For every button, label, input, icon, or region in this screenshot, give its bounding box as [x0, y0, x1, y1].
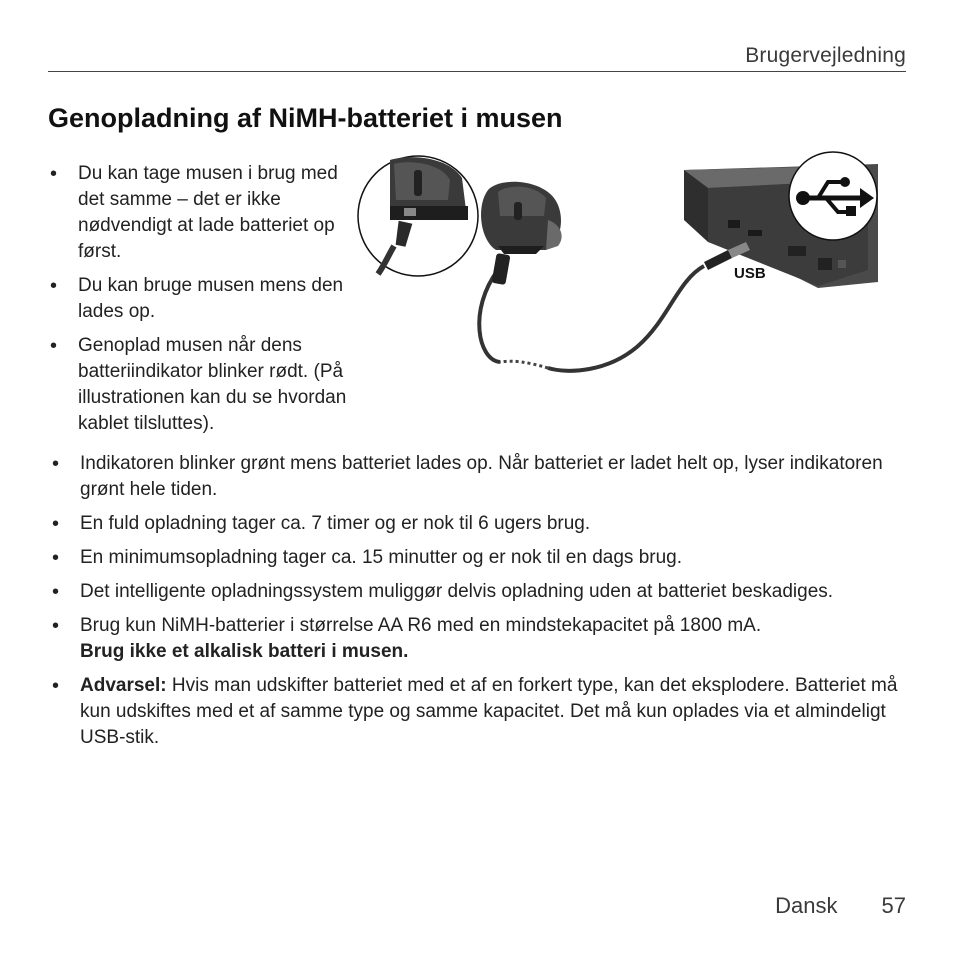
header-title: Brugervejledning	[745, 44, 906, 67]
intro-bullet: • Du kan tage musen i brug med det samme – det er ikke nødvendigt at lade batteriet op først.	[48, 161, 368, 265]
micro-usb-plug-image	[492, 253, 511, 285]
charging-illustration	[348, 150, 878, 390]
mouse-connector-zoom	[358, 156, 478, 276]
mouse-image	[481, 182, 562, 254]
bullet-item: • En fuld opladning tager ca. 7 timer og er nok til 6 ugers brug.	[50, 511, 910, 537]
page-footer	[775, 893, 906, 919]
usb-icon	[789, 152, 877, 240]
bullet-item: • Det intelligente opladningssystem muliggør delvis opladning uden at batteriet beskadiges.	[50, 579, 910, 605]
header-rule	[48, 71, 906, 72]
intro-bullet: • Du kan bruge musen mens den lades op.	[48, 273, 368, 325]
page-title: Genopladning af NiMH-batteriet i musen	[48, 103, 563, 133]
footer-language: Dansk	[775, 893, 838, 918]
page-number: 57	[881, 893, 906, 918]
bullet-item: • Advarsel: Hvis man udskifter batteriet med et af en forkert type, kan det eksplodere. Batteriet må kun udskiftes med et af samme type og samme kapacitet. Det må kun oplades via et almindeligt USB-stik.	[50, 673, 910, 751]
bullet-list	[50, 451, 910, 759]
warning-label: Advarsel:	[80, 675, 167, 696]
bullet-item: • Brug kun NiMH-batterier i størrelse AA R6 med en mindstekapacitet på 1800 mA. Brug ikke et alkalisk batteri i musen.	[50, 613, 910, 665]
bullet-item: • En minimumsopladning tager ca. 15 minutter og er nok til en dags brug.	[50, 545, 910, 571]
cable-image	[548, 266, 704, 371]
bullet-item: • Indikatoren blinker grønt mens batteriet lades op. Når batteriet er ladet helt op, lyser indikatoren grønt hele tiden.	[50, 451, 910, 503]
intro-bullet: • Genoplad musen når dens batteriindikator blinker rødt. (På illustrationen kan du se hvordan kablet tilsluttes).	[48, 333, 368, 437]
usb-label: USB	[734, 265, 766, 282]
alkaline-warning: Brug ikke et alkalisk batteri i musen.	[80, 641, 409, 662]
intro-bullet-list	[48, 161, 368, 445]
